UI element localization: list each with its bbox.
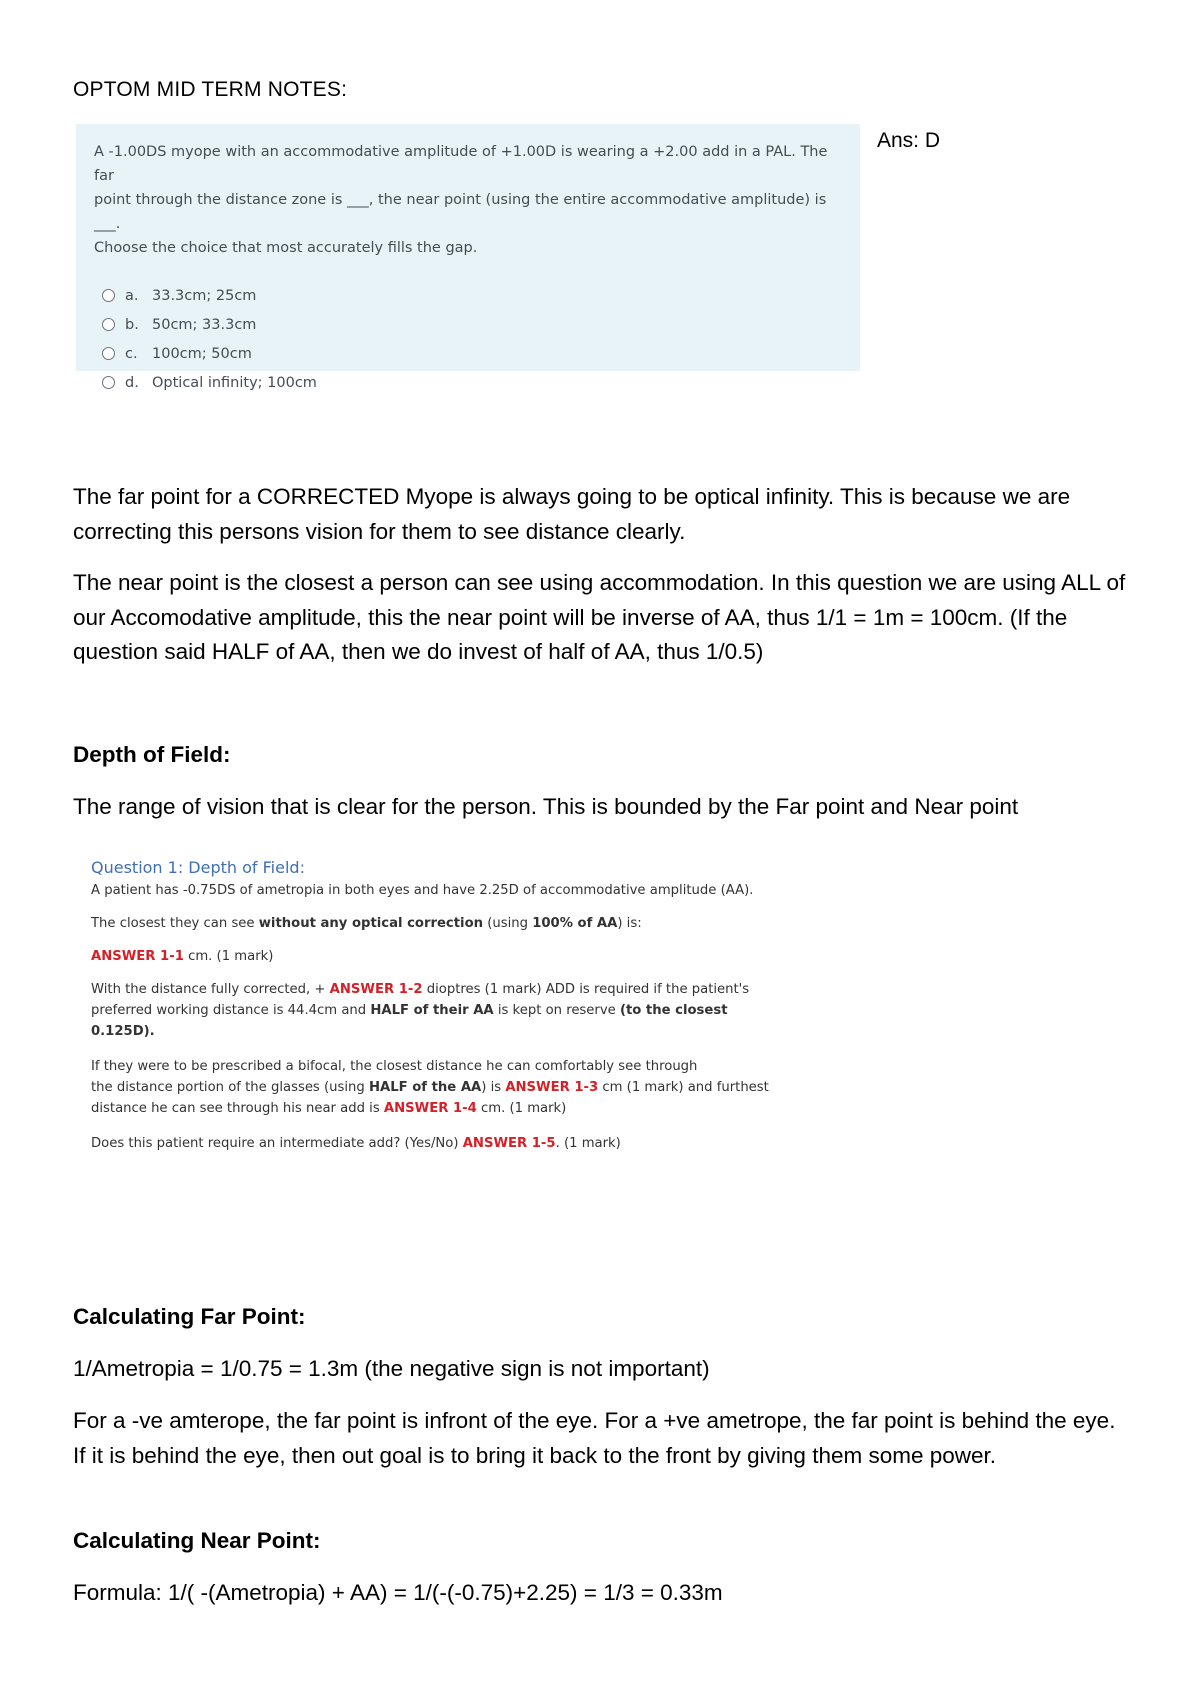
q1-text: without any optical correction	[258, 916, 484, 931]
q1-text: cm. (1 mark)	[183, 949, 274, 964]
depth-of-field-heading: Depth of Field:	[73, 742, 231, 767]
quiz-question-text	[94, 140, 842, 260]
question-1-title: Question 1: Depth of Field:	[91, 858, 305, 877]
quiz-options	[94, 281, 842, 397]
far-point-calc-paragraph: For a -ve amterope, the far point is infront of the eye. For a +ve ametrope, the far point is behind the eye. If it is behind the eye, then out goal is to bring it back to the front by giving them some power.	[73, 1408, 1116, 1468]
option-text: Optical infinity; 100cm	[152, 374, 317, 391]
radio-icon[interactable]	[102, 376, 115, 389]
q1-text: ) is	[481, 1080, 506, 1095]
q1-text: Does this patient require an intermediate add? (Yes/No)	[91, 1136, 463, 1151]
q1-line	[91, 946, 791, 967]
option-letter: a.	[125, 287, 139, 304]
q1-text: 100% of AA	[532, 916, 618, 931]
radio-icon[interactable]	[102, 347, 115, 360]
q1-line	[91, 1133, 791, 1154]
quiz-question-line: A -1.00DS myope with an accommodative amplitude of +1.00D is wearing a +2.00 add in a PAL. The far	[94, 144, 828, 184]
near-point-formula: Formula: 1/( -(Ametropia) + AA) = 1/(-(-0.75)+2.25) = 1/3 = 0.33m	[73, 1580, 723, 1605]
option-letter: c.	[125, 345, 138, 362]
q1-line	[91, 1077, 791, 1098]
answer-1-3-field[interactable]: ANSWER 1-3	[505, 1080, 599, 1095]
quiz-option-d[interactable]	[94, 368, 842, 397]
q1-text: (to the closest	[619, 1003, 728, 1018]
quiz-option-a[interactable]	[94, 281, 842, 310]
q1-line: If they were to be prescribed a bifocal, the closest distance he can comfortably see through	[91, 1059, 698, 1074]
near-point-calc-heading: Calculating Near Point:	[73, 1528, 321, 1553]
answer-1-1-field[interactable]: ANSWER 1-1	[91, 949, 184, 964]
q1-text: (using	[483, 916, 533, 931]
q1-text: cm. (1 mark)	[476, 1101, 567, 1116]
answer-1-4-field[interactable]: ANSWER 1-4	[383, 1101, 477, 1116]
quiz-question-panel	[76, 124, 860, 391]
radio-icon[interactable]	[102, 318, 115, 331]
option-text: 100cm; 50cm	[152, 345, 252, 362]
quiz-option-c[interactable]	[94, 339, 842, 368]
q1-text: cm (1 mark) and furthest	[598, 1080, 769, 1095]
far-point-calc-heading: Calculating Far Point:	[73, 1304, 306, 1329]
option-letter: b.	[125, 316, 139, 333]
q1-text: HALF of their AA	[370, 1003, 494, 1018]
quiz-question-line: point through the distance zone is ___, the near point (using the entire accommodative amplitude) is ___.	[94, 192, 827, 232]
option-letter: d.	[125, 374, 139, 391]
radio-icon[interactable]	[102, 289, 115, 302]
answer-1-5-field[interactable]: ANSWER 1-5	[462, 1136, 556, 1151]
answer-1-2-field[interactable]: ANSWER 1-2	[329, 982, 423, 997]
q1-line	[91, 1000, 791, 1021]
q1-line	[91, 979, 791, 1000]
near-point-paragraph: The near point is the closest a person can see using accommodation. In this question we are using ALL of our Accomodative amplitude, this the near point will be inverse of AA, thus 1/1 = 1m = 100cm. (If the question said HALF of AA, then we do invest of half of AA, thus 1/0.5)	[73, 570, 1126, 664]
option-text: 50cm; 33.3cm	[152, 316, 257, 333]
option-text: 33.3cm; 25cm	[152, 287, 257, 304]
q1-line: 0.125D).	[91, 1024, 155, 1039]
far-point-paragraph: The far point for a CORRECTED Myope is always going to be optical infinity. This is because we are correcting this persons vision for them to see distance clearly.	[73, 484, 1071, 544]
document-title: OPTOM MID TERM NOTES:	[73, 78, 348, 101]
depth-of-field-paragraph: The range of vision that is clear for the person. This is bounded by the Far point and Near point	[73, 794, 1019, 819]
q1-text: ) is:	[617, 916, 642, 931]
q1-line	[91, 913, 791, 934]
q1-text: HALF of the AA	[368, 1080, 482, 1095]
quiz-question-line: Choose the choice that most accurately fills the gap.	[94, 240, 478, 256]
q1-text: The closest they can see	[91, 916, 259, 931]
q1-text: dioptres (1 mark) ADD is required if the patient's	[422, 982, 750, 997]
q1-text: is kept on reserve	[493, 1003, 620, 1018]
question-1-block	[91, 858, 791, 1154]
q1-text: With the distance fully corrected, +	[91, 982, 330, 997]
answer-label: Ans: D	[877, 129, 941, 152]
q1-text: preferred working distance is 44.4cm and	[91, 1003, 371, 1018]
far-point-formula: 1/Ametropia = 1/0.75 = 1.3m (the negative sign is not important)	[73, 1356, 710, 1381]
q1-line: A patient has -0.75DS of ametropia in both eyes and have 2.25D of accommodative amplitude (AA).	[91, 883, 754, 898]
q1-text: . (1 mark)	[555, 1136, 621, 1151]
quiz-option-b[interactable]	[94, 310, 842, 339]
q1-text: distance he can see through his near add is	[91, 1101, 384, 1116]
q1-line	[91, 1098, 791, 1119]
q1-text: the distance portion of the glasses (using	[91, 1080, 369, 1095]
